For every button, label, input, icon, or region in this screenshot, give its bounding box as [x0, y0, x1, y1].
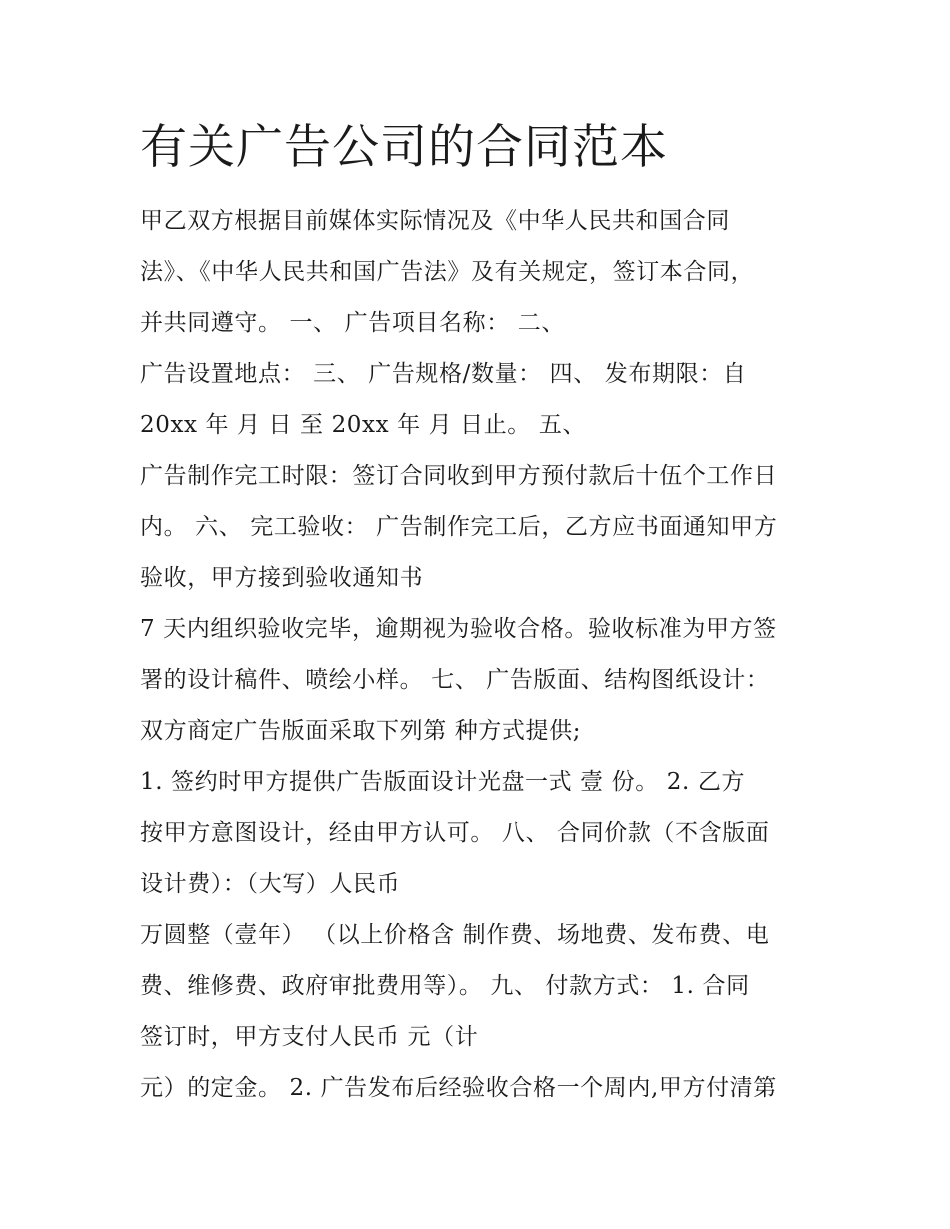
body-line: 广告制作完工时限：签订合同收到甲方预付款后十伍个工作日 — [140, 463, 778, 489]
body-line: 并共同遵守。 一、 广告项目名称： 二、 — [140, 310, 565, 336]
body-line: 元）的定金。 2. 广告发布后经验收合格一个周内,甲方付清第 — [140, 1075, 777, 1101]
body-line: 按甲方意图设计，经由甲方认可。 八、 合同价款（不含版面 — [140, 820, 770, 846]
body-line: 7 天内组织验收完毕，逾期视为验收合格。验收标准为甲方签 — [140, 616, 777, 642]
body-line: 验收，甲方接到验收通知书 — [140, 565, 424, 591]
body-line: 费、维修费、政府审批费用等）。 九、 付款方式： 1. 合同 — [140, 973, 750, 999]
body-line: 1. 签约时甲方提供广告版面设计光盘一式 壹 份。 2. 乙方 — [140, 769, 746, 795]
body-line: 广告设置地点： 三、 广告规格/数量： 四、 发布期限：自 — [140, 361, 747, 387]
body-line: 双方商定广告版面采取下列第 种方式提供; — [140, 718, 582, 744]
body-line: 法》、《中华人民共和国广告法》及有关规定，签订本合同， — [140, 259, 755, 285]
body-line: 设计费）：（大写）人民币 — [140, 871, 401, 897]
body-line: 签订时，甲方支付人民币 元（计 — [140, 1024, 479, 1050]
body-line: 20xx 年 月 日 至 20xx 年 月 日止。 五、 — [140, 412, 587, 438]
body-line: 甲乙双方根据目前媒体实际情况及《中华人民共和国合同 — [140, 208, 730, 234]
body-line: 内。 六、 完工验收： 广告制作完工后，乙方应书面通知甲方 — [140, 514, 778, 540]
body-line: 万圆整（壹年） （以上价格含 制作费、场地费、发布费、电 — [140, 922, 770, 948]
document-title: 有关广告公司的合同范本 — [140, 120, 668, 175]
document-body — [140, 196, 840, 1114]
body-line: 署的设计稿件、喷绘小样。 七、 广告版面、结构图纸设计： — [140, 667, 770, 693]
